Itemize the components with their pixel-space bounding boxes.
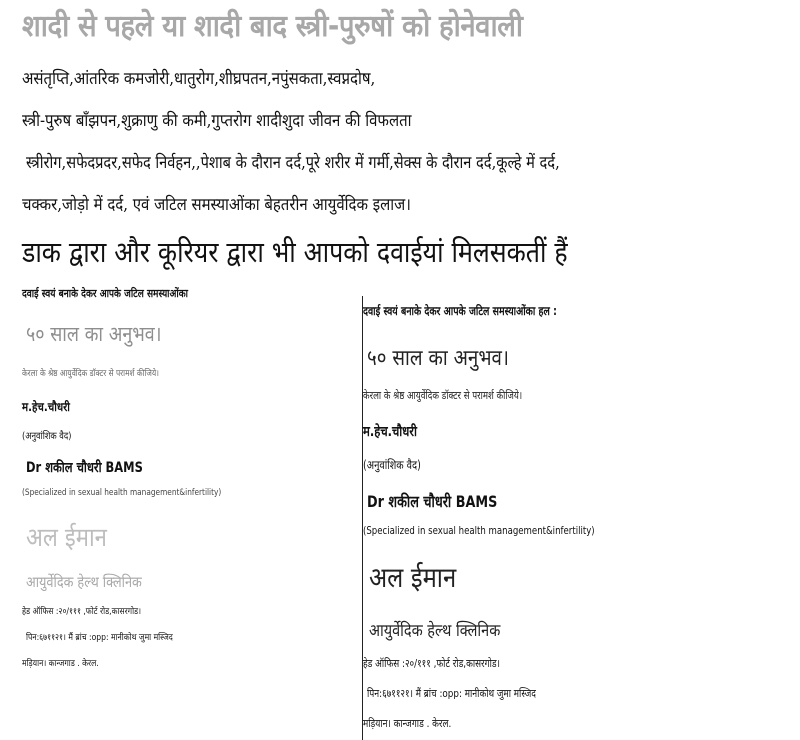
problems-line-3: स्त्रीरोग,सफेदप्रदर,सफेद निर्वहन,,पेशाब के दौरान दर्द,पूरे शरीर में गर्मी,सेक्स के दौरान दर्द,कूल्हे में दर्द, bbox=[26, 153, 560, 173]
specialization-text: (Specialized in sexual health management&infertility) bbox=[22, 488, 222, 498]
head-office-address: हेड ऑफिस :२०/१११ ,फोर्ट रोड,कासरगोड। bbox=[363, 657, 500, 670]
page-title: शादी से पहले या शादी बाद स्त्री-पुरुषों को होनेवाली bbox=[22, 9, 523, 44]
hereditary-label: (अनुवांशिक वैद) bbox=[22, 431, 72, 442]
clinic-card-left bbox=[0, 284, 350, 684]
clinic-name: अल ईमान bbox=[369, 561, 457, 594]
kerala-consult-text: केरला के श्रेष्ठ आयुर्वेदिक डॉक्टर से परामर्श कीजिये। bbox=[363, 389, 523, 402]
problems-line-4: चक्कर,जोड़ो में दर्द, एवं जटिल समस्याओंका बेहतरीन आयुर्वेदिक इलाज। bbox=[22, 195, 411, 215]
doctor-name: म.हेच.चौधरी bbox=[22, 400, 70, 414]
kerala-consult-text: केरला के श्रेष्ठ आयुर्वेदिक डॉक्टर से परामर्श कीजिये। bbox=[22, 369, 159, 379]
dr-name: Dr शकील चौधरी BAMS bbox=[367, 492, 498, 511]
card-intro: दवाई स्वयं बनाके देकर आपके जटिल समस्याओंका हल : bbox=[363, 304, 557, 318]
clinic-type: आयुर्वेदिक हेल्थ क्लिनिक bbox=[26, 573, 142, 591]
hereditary-label: (अनुवांशिक वैद) bbox=[363, 458, 421, 472]
location-text: मड़ियान। कान्जगाड . केरल. bbox=[22, 659, 99, 669]
experience-text: ५० साल का अनुभव। bbox=[26, 322, 162, 346]
experience-text: ५० साल का अनुभव। bbox=[367, 346, 509, 371]
doctor-name: म.हेच.चौधरी bbox=[363, 424, 417, 440]
problems-line-1: असंतृप्ति,आंतरिक कमजोरी,धातुरोग,शीघ्रपतन,नपुंसकता,स्वप्नदोष, bbox=[22, 69, 376, 89]
clinic-type: आयुर्वेदिक हेल्थ क्लिनिक bbox=[369, 621, 501, 641]
dr-name: Dr शकील चौधरी BAMS bbox=[26, 460, 143, 476]
head-office-address: हेड ऑफिस :२०/१११ ,फोर्ट रोड,कासरगोड। bbox=[22, 607, 142, 617]
clinic-name: अल ईमान bbox=[26, 523, 107, 553]
clinic-card-right bbox=[362, 296, 599, 740]
location-text: मड़ियान। कान्जगाड . केरल. bbox=[363, 717, 452, 730]
delivery-heading: डाक द्वारा और कूरियर द्वारा भी आपको दवाईयां मिलसकतीं हैं bbox=[22, 235, 568, 269]
pin-branch-address: पिन:६७११२१। मैं ब्रांच :opp: मानीकोथ जुमा मस्जिद bbox=[367, 687, 536, 700]
card-intro: दवाई स्वयं बनाके देकर आपके जटिल समस्याओंका bbox=[22, 287, 189, 300]
problems-line-2: स्त्री-पुरुष बाँझपन,शुक्राणु की कमी,गुप्तरोग शादीशुदा जीवन की विफलता bbox=[22, 111, 412, 131]
pin-branch-address: पिन:६७११२१। मैं ब्रांच :opp: मानीकोथ जुमा मस्जिद bbox=[26, 633, 173, 643]
specialization-text: (Specialized in sexual health management&infertility) bbox=[363, 524, 595, 537]
